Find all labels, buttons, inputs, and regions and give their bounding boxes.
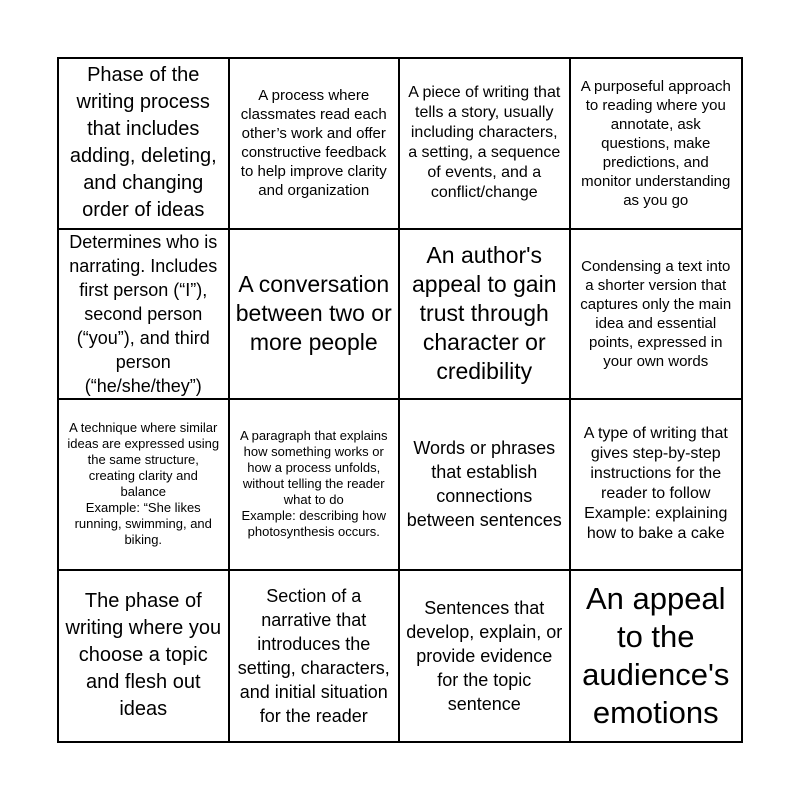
cell-text: Determines who is narrating. Includes first person (“I”), second person (“you”), and third person (“he/she/they”) bbox=[69, 231, 218, 396]
bingo-cell[interactable] bbox=[571, 400, 742, 571]
bingo-cell[interactable] bbox=[400, 59, 571, 230]
cell-text: A type of writing that gives step-by-step instructions for the reader to follow Example: explaining how to bake a cake bbox=[583, 425, 728, 543]
bingo-cell[interactable] bbox=[571, 571, 742, 742]
bingo-cell[interactable] bbox=[230, 230, 401, 401]
cell-text: The phase of writing where you choose a topic and flesh out ideas bbox=[65, 590, 222, 721]
cell-text: A piece of writing that tells a story, usually including characters, a setting, a sequence of events, and a conflict/change bbox=[408, 84, 561, 202]
cell-text: Sentences that develop, explain, or provide evidence for the topic sentence bbox=[406, 597, 563, 714]
cell-text: A process where classmates read each other’s work and offer constructive feedback to help improve clarity and organization bbox=[240, 87, 387, 200]
cell-text: A purposeful approach to reading where you annotate, ask questions, make predictions, and monitor understanding as you go bbox=[580, 77, 731, 209]
cell-text: Condensing a text into a shorter version that captures only the main idea and essential points, expressed in your own words bbox=[580, 257, 732, 370]
bingo-cell[interactable] bbox=[59, 400, 230, 571]
bingo-cell[interactable] bbox=[571, 59, 742, 230]
cell-text: An appeal to the audience's emotions bbox=[582, 580, 730, 730]
bingo-cell[interactable] bbox=[230, 400, 401, 571]
bingo-cell[interactable] bbox=[230, 571, 401, 742]
cell-text: Words or phrases that establish connections between sentences bbox=[406, 438, 562, 531]
bingo-cell[interactable] bbox=[400, 571, 571, 742]
cell-text: A technique where similar ideas are expressed using the same structure, creating clarity and balance Example: “She likes running, swimming, and biking. bbox=[67, 420, 220, 548]
bingo-cell[interactable] bbox=[400, 230, 571, 401]
bingo-cell[interactable] bbox=[571, 230, 742, 401]
bingo-cell[interactable] bbox=[59, 59, 230, 230]
bingo-cell[interactable] bbox=[400, 400, 571, 571]
bingo-cell[interactable] bbox=[230, 59, 401, 230]
cell-text: An author's appeal to gain trust through character or credibility bbox=[411, 242, 557, 385]
cell-text: A paragraph that explains how something works or how a process unfolds, without telling the reader what to do Example: describing how photosynthesis occurs. bbox=[240, 428, 388, 540]
cell-text: Section of a narrative that introduces the setting, characters, and initial situation for the reader bbox=[237, 585, 390, 726]
bingo-cell[interactable] bbox=[59, 571, 230, 742]
cell-text: Phase of the writing process that includes adding, deleting, and changing order of ideas bbox=[69, 64, 217, 222]
cell-text: A conversation between two or more people bbox=[235, 271, 392, 356]
bingo-cell[interactable] bbox=[59, 230, 230, 401]
bingo-board bbox=[57, 57, 743, 743]
